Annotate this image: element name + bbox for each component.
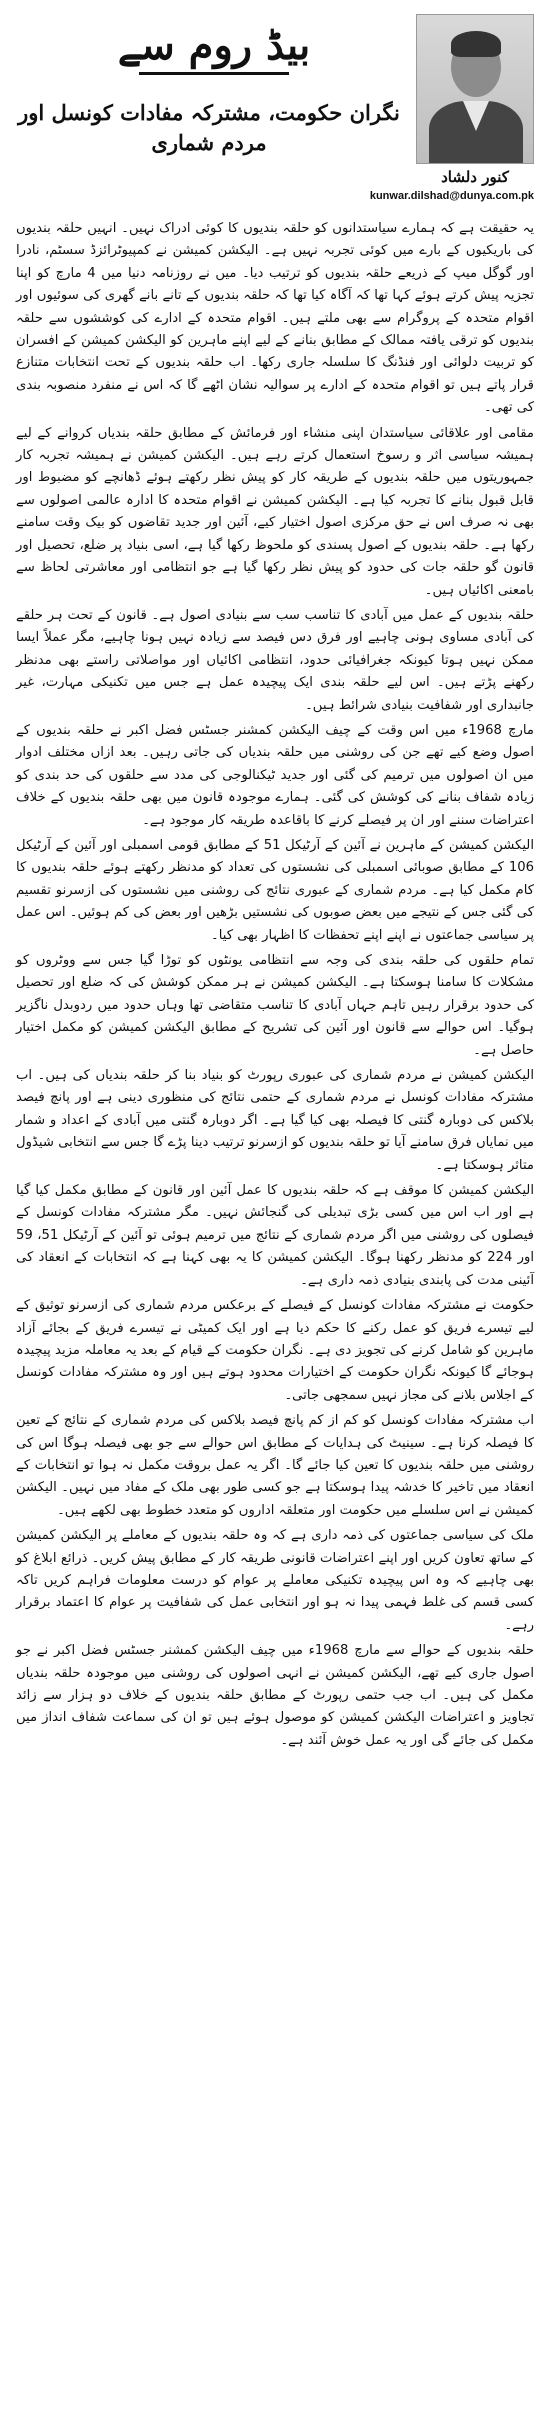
article-paragraph: ملک کی سیاسی جماعتوں کی ذمہ داری ہے کہ وہ حلقہ بندیوں کے معاملے پر الیکشن کمیشن کے ساتھ تعاون کریں اور اپنے اعتراضات قانونی طریقہ کار کے مطابق پیش کریں۔ ذرائع ابلاغ کو بھی چاہیے کہ وہ اس پیچیدہ تکنیکی معاملے پر عوام کو درست معلومات فراہم کریں تاکہ کسی قسم کی غلط فہمی پیدا نہ ہو اور انتخابی عمل کی شفافیت پر عوام کا اعتماد برقرار رہے۔ — [16, 1528, 534, 1633]
article-paragraph: تمام حلقوں کی حلقہ بندی کی وجہ سے انتظامی یونٹوں کو توڑا گیا جس سے ووٹروں کو مشکلات کا سامنا ہوسکتا ہے۔ الیکشن کمیشن نے ہر ممکن کوشش کی کہ ضلع اور تحصیل کی حدود برقرار رہیں تاہم جہاں آبادی کا تناسب متقاضی تھا وہاں حدود میں ردوبدل ناگزیر ہوگیا۔ اس حوالے سے قانون اور آئین کی تشریح کے مطابق الیکشن کمیشن کو مکمل اختیار حاصل ہے۔ — [16, 953, 534, 1058]
article-paragraph: حکومت نے مشترکہ مفادات کونسل کے فیصلے کے برعکس مردم شماری کی ازسرنو توثیق کے لیے تیسرے فریق کو عمل رکنے کا حکم دیا ہے اور ایک کمیٹی نے تیسرے فریق کے بجائے آزاد ماہرین کو شامل کرنے کی تجویز دی ہے۔ نگران حکومت کے قیام کے بعد یہ معاملہ مزید پیچیدہ ہوجائے گا کیونکہ نگران حکومت کے اختیارات محدود ہوتے ہیں اور وہ مشترکہ مفادات کونسل کے اجلاس بلانے کی مجاز نہیں سمجھی جاتی۔ — [16, 1298, 534, 1403]
article-paragraph: یہ حقیقت ہے کہ ہمارے سیاستدانوں کو حلقہ بندیوں کا کوئی ادراک نہیں۔ انہیں حلقہ بندیوں کی باریکیوں کے بارے میں کوئی تجربہ نہیں ہے۔ الیکشن کمیشن نے کمپیوٹرائزڈ سسٹم، نادرا اور گوگل میپ کے ذریعے حلقہ بندیوں کو ترتیب دیا۔ میں نے روزنامہ دنیا میں 4 مارچ کو اپنا تجزیہ پیش کرتے ہوئے کہا تھا کہ آگاہ کیا تھا کہ حلقہ بندیوں کے تانے بانے گھری کی سوئیوں اور اقوام متحدہ کے پروگرام سے بھی ملتے ہیں۔ اقوام متحدہ کے ادارے کی کوششوں سے حلقہ بندیوں کو ترقی یافتہ ممالک کے مطابق بنانے کے لیے اپنے ماہرین کو الیکشن کمیشن کے افسران کو تربیت دلوائی اور فنڈنگ کا سلسلہ جاری رکھا۔ اب حلقہ بندیوں کے تحت انتخابات متنازع قرار پاتے ہیں تو اقوام متحدہ کے ادارے پر سوالیہ نشان اٹھے گا کہ اس نے منفرد منصوبہ بندی کی تھی۔ — [16, 221, 535, 416]
column-title — [99, 20, 329, 75]
article-paragraph: اب مشترکہ مفادات کونسل کو کم از کم پانچ فیصد بلاکس کی مردم شماری کے نتائج کے تعین کا فیصلہ کرنا ہے۔ سینیٹ کی ہدایات کے مطابق اس حوالے سے جو بھی فیصلہ ہوگا اس کی روشنی میں حلقہ بندیوں کا تعین کیا جائے گا۔ اگر یہ عمل بروقت مکمل نہ ہوا تو انتخابات کے انعقاد میں تاخیر کا خدشہ پیدا ہوسکتا ہے جو کسی طور بھی ملک کے مفاد میں نہیں۔ الیکشن کمیشن نے اس سلسلے میں حکومت اور متعلقہ اداروں کو متعدد خطوط بھی لکھے ہیں۔ — [16, 1413, 534, 1518]
author-photo-hair — [451, 31, 501, 57]
article-paragraph: مارچ 1968ء میں اس وقت کے چیف الیکشن کمشنر جسٹس فضل اکبر نے حلقہ بندیوں کے اصول وضع کیے تھے جن کی روشنی میں حلقہ بندیاں کی جاتی رہیں۔ بعد ازاں مختلف ادوار میں ان اصولوں میں ترمیم کی گئی اور جدید ٹیکنالوجی کی مدد سے حلقوں کی حد بندی کو زیادہ شفاف بنانے کی کوشش کی گئی۔ ہمارے موجودہ قانون میں بھی حلقہ بندیوں کے خلاف اعتراضات سننے اور ان پر فیصلے کرنے کا باقاعدہ طریقہ کار موجود ہے۔ — [16, 722, 534, 828]
author-photo — [416, 14, 534, 164]
article-paragraph: الیکشن کمیشن کے ماہرین نے آئین کے آرٹیکل 51 کے مطابق قومی اسمبلی اور آئین کے آرٹیکل 106 کے مطابق صوبائی اسمبلی کی نشستوں کی تعداد کو مدنظر رکھتے ہوئے حلقہ بندیوں کا کام مکمل کیا ہے۔ مردم شماری کے عبوری نتائج کی روشنی میں نشستوں کی ازسرنو تقسیم کی گئی جس کے نتیجے میں بعض صوبوں کی نشستیں بڑھیں اور بعض کی کم ہوئیں۔ اس عمل پر سیاسی جماعتوں نے اپنے اپنے تحفظات کا اظہار بھی کیا۔ — [16, 837, 534, 943]
article-paragraph: مقامی اور علاقائی سیاستدان اپنی منشاء اور فرمائش کے مطابق حلقہ بندیاں کروانے کے لیے ہمیشہ سیاسی اثر و رسوخ استعمال کرتے رہے ہیں۔ الیکشن کمیشن نے ہمیشہ تجربہ کار جمہوریتوں میں حلقہ بندیوں کے طریقہ کار کو پیش نظر رکھتے ہوئے ڈھانچے کو مضبوط اور قابل قبول بنانے کا تجربہ کیا ہے۔ الیکشن کمیشن نے اقوام متحدہ کا ادارہ عالمی اصولوں سے بھی نہ صرف اس نے حق مرکزی اصول اختیار کیے، آئین اور جدید تقاضوں کو بیک وقت سامنے رکھا ہے۔ حلقہ بندیوں کے اصول پسندی کو ملحوظ رکھا گیا ہے، اسی بنیاد پر ضلع، تحصیل اور قانون گو حلقہ جات کی حدود کو پیش نظر رکھا گیا ہے جو انتظامی اور معاشرتی لحاظ سے بامعنی اکائیاں ہیں۔ — [16, 425, 534, 598]
column-title-text: بیڈ روم سے — [117, 22, 311, 69]
article-body — [16, 218, 534, 1752]
article-paragraph: حلقہ بندیوں کے حوالے سے مارچ 1968ء میں چیف الیکشن کمشنر جسٹس فضل اکبر نے جو اصول جاری کیے تھے، الیکشن کمیشن نے انہی اصولوں کی روشنی میں موجودہ حلقہ بندیاں مکمل کی ہیں۔ اب جب حتمی رپورٹ کے مطابق حلقہ بندیوں کے خلاف دو ہزار سے زائد تجاویز و اعتراضات الیکشن کمیشن کو موصول ہوئے ہیں تو ان کی سماعت شفاف انداز میں مکمل کی جائے گی اور یہ عمل خوش آئند ہے۔ — [16, 1643, 534, 1748]
article-paragraph: الیکشن کمیشن نے مردم شماری کی عبوری رپورٹ کو بنیاد بنا کر حلقہ بندیاں کی ہیں۔ اب مشترکہ مفادات کونسل نے مردم شماری کے حتمی نتائج کی منظوری دینی ہے اور پانچ فیصد بلاکس کی دوبارہ گنتی کا فیصلہ بھی کیا گیا ہے۔ اگر دوبارہ گنتی میں آبادی کے اعداد و شمار میں نمایاں فرق سامنے آیا تو حلقہ بندیوں کو ازسرنو ترتیب دینا پڑے گا جس سے انتخابی شیڈول متاثر ہوسکتا ہے۔ — [16, 1068, 534, 1173]
article-paragraph: الیکشن کمیشن کا موقف ہے کہ حلقہ بندیوں کا عمل آئین اور قانون کے مطابق مکمل کیا گیا ہے اور اب اس میں کسی بڑی تبدیلی کی گنجائش نہیں۔ مگر مشترکہ مفادات کونسل کے فیصلوں کی روشنی میں اگر مردم شماری کے نتائج میں ترمیم ہوئی تو آئین کے آرٹیکل 51، 59 اور 224 کو مدنظر رکھنا ہوگا۔ الیکشن کمیشن کا یہ بھی کہنا ہے کہ انتخابات کے انعقاد کی آئینی مدت کی پابندی بنیادی ذمہ داری ہے۔ — [16, 1183, 534, 1288]
article-headline: نگران حکومت، مشترکہ مفادات کونسل اور مردم شماری — [18, 100, 400, 155]
author-email: kunwar.dilshad@dunya.com.pk — [369, 190, 534, 202]
article-paragraph: حلقہ بندیوں کے عمل میں آبادی کا تناسب سب سے بنیادی اصول ہے۔ قانون کے تحت ہر حلقے کی آبادی مساوی ہونی چاہیے اور فرق دس فیصد سے زیادہ نہیں ہونا چاہیے، مگر عملاً ایسا ممکن نہیں ہوتا کیونکہ جغرافیائی حدود، انتظامی اکائیاں اور مواصلاتی راستے بھی مدنظر رکھنے پڑتے ہیں۔ اس لیے حلقہ بندی ایک پیچیدہ عمل ہے جس میں تکنیکی مہارت، غیر جانبداری اور شفافیت بنیادی شرائط ہیں۔ — [16, 607, 534, 713]
column-header — [16, 14, 534, 204]
column-title-underline — [139, 72, 289, 75]
author-name: کنور دلشاد — [441, 168, 509, 186]
